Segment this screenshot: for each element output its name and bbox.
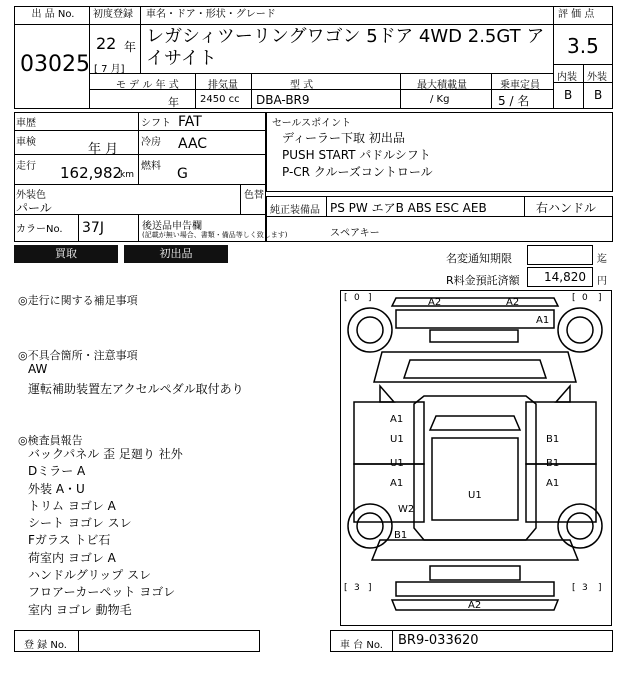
reg-no-label: 登 録 No. <box>24 640 67 651</box>
first-listing-button[interactable]: 初出品 <box>124 245 228 263</box>
name-change-box <box>527 245 593 265</box>
inspector-item: 外装 A・U <box>28 481 85 496</box>
fuel-value: G <box>177 166 188 182</box>
year-unit: 年 <box>124 40 137 54</box>
ac-label: 冷房 <box>141 137 161 148</box>
ac-value: AAC <box>178 136 208 152</box>
capacity-label: 乗車定員 <box>500 80 540 91</box>
grade-label: 評 価 点 <box>558 9 595 20</box>
damage-mark: B1 <box>394 530 408 541</box>
exterior-color-value: パール <box>16 201 52 215</box>
history-label: 車歴 <box>16 118 36 129</box>
damage-mark: A2 <box>428 297 442 308</box>
fuel-label: 燃料 <box>141 161 161 172</box>
equipment-label: 純正装備品 <box>270 205 320 216</box>
diagram-corner-label: 0 <box>354 293 360 303</box>
lot-number-label: 出 品 No. <box>31 9 75 20</box>
interior-grade: B <box>564 88 573 102</box>
grade-score: 3.5 <box>567 34 599 58</box>
car-name: レガシィツーリングワゴン 5ドア 4WD 2.5GT アイサイト <box>146 26 545 69</box>
interior-label: 内装 <box>557 72 577 83</box>
mileage-unit: km <box>120 170 134 180</box>
inspector-item: Fガラス トビ石 <box>28 533 111 548</box>
diagram-corner-label: 3 <box>582 583 588 593</box>
diagram-corner-label: [ <box>344 293 348 303</box>
inspector-title: ◎検査員報告 <box>18 434 83 447</box>
diagram-corner-label: [ <box>344 583 348 593</box>
capacity-value: 5 / 名 <box>498 94 530 108</box>
diagram-corner-label: ] <box>598 293 602 303</box>
damage-mark: U1 <box>390 434 404 445</box>
inspector-item: フロアーカーペット ヨゴレ <box>28 585 176 600</box>
defects-title: ◎不具合箇所・注意事項 <box>18 349 138 362</box>
damage-mark: U1 <box>468 490 482 501</box>
inspector-item: ハンドルグリップ スレ <box>28 568 152 583</box>
model-year-label: モ デ ル 年 式 <box>116 80 179 91</box>
first-reg-label: 初度登録 <box>93 9 133 20</box>
type-label: 型 式 <box>290 80 314 91</box>
diagram-corner-label: [ <box>572 293 576 303</box>
color-no-label: カラーNo. <box>16 224 63 235</box>
chassis-label: 車 台 No. <box>340 640 383 651</box>
model-year-unit: 年 <box>168 96 179 109</box>
diagram-corner-label: ] <box>598 583 602 593</box>
diagram-corner-label: ] <box>368 293 372 303</box>
mileage-value: 162,982 <box>60 164 123 182</box>
recycle-fee-unit: 円 <box>597 276 607 287</box>
inspector-item: Dミラー A <box>28 464 86 479</box>
damage-mark: B1 <box>546 458 560 469</box>
equipment-extra: スペアキー <box>330 228 380 239</box>
name-change-unit: 迄 <box>597 254 607 265</box>
color-no-value: 37J <box>82 220 104 236</box>
shift-value: FAT <box>178 114 202 130</box>
diagram-corner-label: [ <box>572 583 576 593</box>
buy-button[interactable]: 買取 <box>14 245 118 263</box>
damage-mark: A1 <box>390 478 404 489</box>
exterior-grade: B <box>594 88 603 102</box>
chassis-number: BR9-033620 <box>398 633 479 648</box>
diagram-corner-label: 3 <box>354 583 360 593</box>
recycle-fee-label: R料金預託済額 <box>446 274 520 287</box>
equipment-items: PS PW エアB ABS ESC AEB <box>330 201 487 215</box>
car-name-label: 車名・ドア・形状・グレード <box>146 9 276 20</box>
exterior-label: 外装 <box>587 72 607 83</box>
steering-side: 右ハンドル <box>536 201 597 215</box>
aftermarket-label: 後送品申告欄 <box>142 221 202 232</box>
exterior-color-label: 外装色 <box>16 190 46 201</box>
sales-point-line: ディーラー下取 初出品 <box>282 131 405 145</box>
inspector-item: 室内 ヨゴレ 動物毛 <box>28 602 132 617</box>
inspector-item: トリム ヨゴレ A <box>28 498 116 513</box>
driving-notes-title: ◎走行に関する補足事項 <box>18 294 138 307</box>
damage-mark: A1 <box>546 478 560 489</box>
diagram-corner-label: ] <box>368 583 372 593</box>
aftermarket-note: (記載が無い場合、書類・備品等しく致します) <box>142 231 288 239</box>
max-load-value: / Kg <box>430 94 450 105</box>
type-value: DBA-BR9 <box>256 93 310 107</box>
inspection-value: 年 月 <box>88 142 119 157</box>
displacement-label: 排気量 <box>208 80 238 91</box>
mileage-label: 走行 <box>16 161 36 172</box>
inspector-item: 荷室内 ヨゴレ A <box>28 550 116 565</box>
inspection-label: 車検 <box>16 137 36 148</box>
inspector-item: バックパネル 歪 足廻り 社外 <box>28 447 183 461</box>
damage-mark: U1 <box>390 458 404 469</box>
car-diagram <box>340 290 612 626</box>
damage-mark: A2 <box>506 297 520 308</box>
damage-mark: A2 <box>468 600 482 611</box>
defect-line: 運転補助装置左アクセルペダル取付あり <box>28 382 244 396</box>
damage-mark: W2 <box>398 504 415 515</box>
color-change-label: 色替 <box>244 190 264 201</box>
damage-mark: B1 <box>546 434 560 445</box>
first-reg-month: [ 7 月] <box>94 64 125 75</box>
diagram-corner-label: 0 <box>582 293 588 303</box>
recycle-fee-value: 14,820 <box>544 270 586 284</box>
damage-mark: A1 <box>390 414 404 425</box>
defect-line: AW <box>28 362 48 376</box>
first-reg-year: 22 <box>96 34 117 53</box>
max-load-label: 最大積載量 <box>417 80 467 91</box>
damage-mark: A1 <box>536 315 550 326</box>
displacement-value: 2450 cc <box>200 94 240 105</box>
sales-point-line: PUSH START パドルシフト <box>282 148 431 162</box>
sales-points-label: セールスポイント <box>272 118 352 129</box>
lot-number: 03025 <box>20 52 90 77</box>
sales-point-line: P-CR クルーズコントロール <box>282 165 433 179</box>
name-change-label: 名変通知期限 <box>446 252 512 265</box>
shift-label: シフト <box>141 118 171 129</box>
inspector-list <box>28 446 183 619</box>
inspector-item: シート ヨゴレ スレ <box>28 516 132 531</box>
